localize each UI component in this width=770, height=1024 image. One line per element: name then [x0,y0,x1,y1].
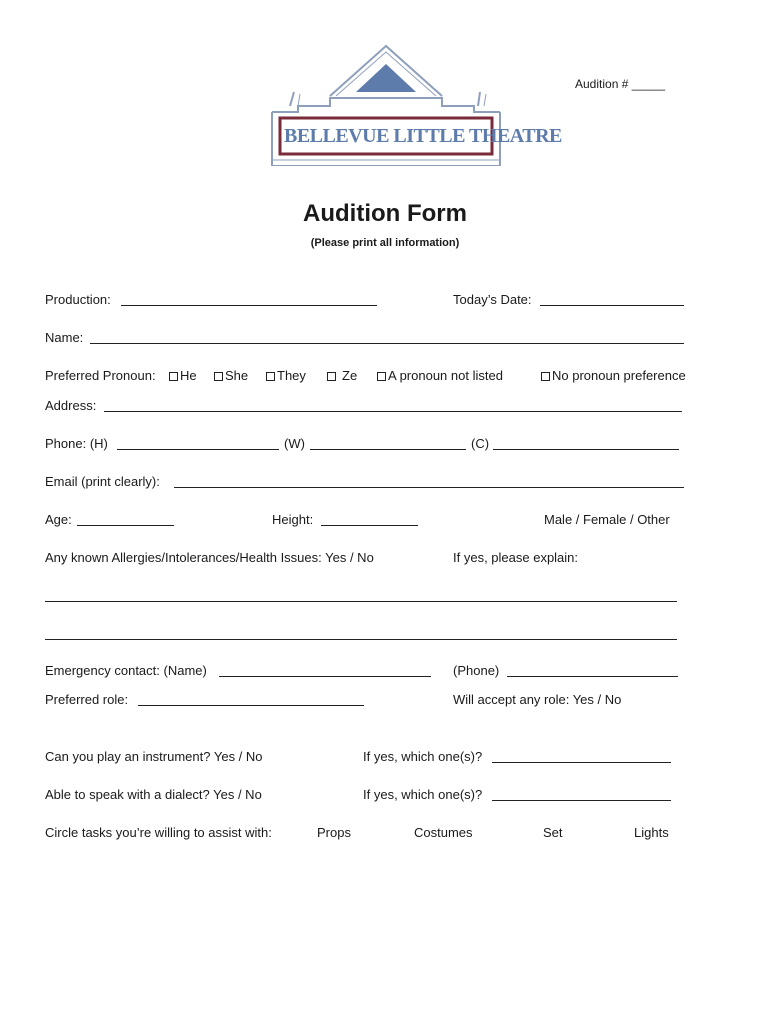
form-title: Audition Form [303,200,467,227]
checkbox-icon [541,372,550,381]
preferred-role-field[interactable] [138,705,364,706]
instrument-which-label: If yes, which one(s)? [363,749,483,764]
accept-any-role-label[interactable]: Will accept any role: Yes / No [453,692,622,707]
allergies-label[interactable]: Any known Allergies/Intolerances/Health Issues: Yes / No [45,550,374,565]
dialect-which-label: If yes, which one(s)? [363,787,483,802]
height-field[interactable] [321,525,418,526]
todays-date-label: Today’s Date: [453,292,532,307]
pronoun-option-he[interactable] [169,368,197,384]
checkbox-icon [377,372,386,381]
logo-text: BELLEVUE LITTLE THEATRE [284,125,562,147]
phone-home-field[interactable] [117,449,279,450]
email-field[interactable] [174,487,684,488]
pronoun-option-label: He [180,368,197,383]
preferred-role-label: Preferred role: [45,692,129,707]
emergency-name-label: Emergency contact: (Name) [45,663,207,678]
allergies-explain-field-1[interactable] [45,601,677,602]
allergies-explain-label: If yes, please explain: [453,550,579,565]
pronoun-label: Preferred Pronoun: [45,368,156,383]
dialect-which-field[interactable] [492,800,671,801]
pronoun-option-she[interactable] [214,368,248,384]
pronoun-option-no-preference[interactable] [541,368,686,384]
pronoun-option-label: She [225,368,249,383]
checkbox-icon [169,372,178,381]
tasks-label: Circle tasks you’re willing to assist with: [45,825,272,840]
emergency-phone-label: (Phone) [453,663,500,678]
pronoun-option-label: A pronoun not listed [388,368,503,383]
audition-number-label: Audition # _____ [575,77,666,91]
pronoun-option-label: Ze [342,368,358,383]
production-field[interactable] [121,305,377,306]
phone-cell-label: (C) [471,436,490,451]
height-label: Height: [272,512,314,527]
address-field[interactable] [104,411,682,412]
checkbox-icon [214,372,223,381]
pronoun-option-label: No pronoun preference [552,368,686,383]
pronoun-option-they[interactable] [266,368,306,384]
gender-label[interactable]: Male / Female / Other [544,512,670,527]
phone-work-label: (W) [284,436,305,451]
production-label: Production: [45,292,111,307]
phone-cell-field[interactable] [493,449,679,450]
todays-date-field[interactable] [540,305,684,306]
address-label: Address: [45,398,97,413]
task-lights[interactable]: Lights [634,825,669,840]
pronoun-option-ze[interactable] [327,368,357,384]
task-costumes[interactable]: Costumes [414,825,473,840]
age-field[interactable] [77,525,174,526]
instrument-which-field[interactable] [492,762,671,763]
allergies-explain-field-2[interactable] [45,639,677,640]
emergency-phone-field[interactable] [507,676,678,677]
theatre-logo [268,42,562,166]
emergency-name-field[interactable] [219,676,431,677]
phone-home-label: Phone: (H) [45,436,108,451]
instrument-label[interactable]: Can you play an instrument? Yes / No [45,749,263,764]
name-field[interactable] [90,343,684,344]
name-label: Name: [45,330,84,345]
task-set[interactable]: Set [543,825,563,840]
form-subtitle: (Please print all information) [310,237,460,249]
phone-work-field[interactable] [310,449,466,450]
checkbox-icon [327,372,336,381]
pronoun-option-label: They [277,368,306,383]
task-props[interactable]: Props [317,825,351,840]
age-label: Age: [45,512,72,527]
pronoun-option-not-listed[interactable] [377,368,503,384]
dialect-label[interactable]: Able to speak with a dialect? Yes / No [45,787,262,802]
email-label: Email (print clearly): [45,474,160,489]
checkbox-icon [266,372,275,381]
